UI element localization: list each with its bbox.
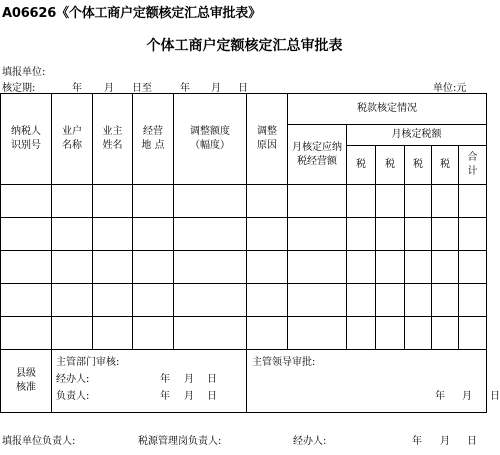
table-cell[interactable]	[459, 284, 487, 317]
table-row	[1, 317, 487, 350]
table-cell[interactable]	[93, 218, 133, 251]
header-total: 合计	[459, 146, 487, 185]
table-row	[1, 251, 487, 284]
table-cell[interactable]	[1, 185, 52, 218]
leader-approval-month: 月	[462, 391, 472, 402]
table-cell[interactable]	[1, 251, 52, 284]
header-adjust-amount: 调整额度（幅度）	[174, 94, 247, 185]
handler-year: 年	[160, 374, 170, 385]
table-cell[interactable]	[405, 251, 432, 284]
form-title: 个体工商户定额核定汇总审批表	[146, 38, 343, 54]
table-cell[interactable]	[133, 218, 174, 251]
table-row	[1, 185, 487, 218]
document-code-header: A06626《个体工商户定额核定汇总审批表》	[2, 6, 261, 21]
period-start-month: 月	[104, 83, 114, 94]
table-cell[interactable]	[1, 218, 52, 251]
table-cell[interactable]	[93, 251, 133, 284]
table-cell[interactable]	[459, 185, 487, 218]
dept-review-cell[interactable]	[52, 350, 247, 413]
table-cell[interactable]	[174, 284, 247, 317]
header-owner-name: 业主姓名	[93, 94, 133, 185]
table-cell[interactable]	[52, 317, 93, 350]
table-cell[interactable]	[247, 218, 288, 251]
table-cell[interactable]	[52, 284, 93, 317]
table-cell[interactable]	[347, 284, 376, 317]
table-cell[interactable]	[247, 317, 288, 350]
table-row	[1, 218, 487, 251]
table-cell[interactable]	[288, 251, 347, 284]
footer-year: 年	[412, 436, 422, 447]
handler-day: 日	[207, 374, 217, 385]
header-location: 经营地 点	[133, 94, 174, 185]
handler-month: 月	[184, 374, 194, 385]
period-end-day: 日	[238, 83, 248, 94]
table-cell[interactable]	[376, 251, 405, 284]
table-cell[interactable]	[1, 284, 52, 317]
table-cell[interactable]	[133, 284, 174, 317]
table-cell[interactable]	[174, 317, 247, 350]
period-label: 核定期:	[2, 83, 36, 94]
table-cell[interactable]	[405, 185, 432, 218]
footer-unit-head-label: 填报单位负责人:	[2, 436, 76, 447]
header-monthly-tax: 月核定税额	[347, 125, 487, 146]
table-cell[interactable]	[52, 251, 93, 284]
table-cell[interactable]	[376, 317, 405, 350]
table-cell[interactable]	[288, 284, 347, 317]
table-cell[interactable]	[247, 185, 288, 218]
table-cell[interactable]	[405, 218, 432, 251]
table-cell[interactable]	[376, 185, 405, 218]
table-cell[interactable]	[93, 284, 133, 317]
table-cell[interactable]	[347, 251, 376, 284]
footer-month: 月	[440, 436, 450, 447]
table-cell[interactable]	[347, 317, 376, 350]
header-adjust-reason: 调整原因	[247, 94, 288, 185]
table-cell[interactable]	[133, 251, 174, 284]
handler-label: 经办人:	[56, 374, 90, 385]
approval-form-table	[0, 93, 500, 413]
table-cell[interactable]	[432, 218, 459, 251]
county-approval-label: 县级核准	[1, 350, 52, 413]
table-cell[interactable]	[405, 284, 432, 317]
header-monthly-sales: 月核定应纳税经营额	[288, 125, 347, 185]
table-cell[interactable]	[1, 317, 52, 350]
table-cell[interactable]	[432, 317, 459, 350]
table-cell[interactable]	[288, 317, 347, 350]
table-cell[interactable]	[432, 185, 459, 218]
header-taxpayer-id: 纳税人识别号	[1, 94, 52, 185]
header-tax-status: 税款核定情况	[288, 94, 487, 125]
table-cell[interactable]	[93, 317, 133, 350]
responsible-year: 年	[160, 391, 170, 402]
table-cell[interactable]	[459, 251, 487, 284]
responsible-month: 月	[184, 391, 194, 402]
header-row-1	[1, 94, 487, 125]
leader-approval-cell[interactable]	[247, 350, 500, 413]
currency-unit-label: 单位:元	[433, 83, 467, 94]
leader-approval-day: 日	[490, 391, 500, 402]
table-cell[interactable]	[174, 185, 247, 218]
responsible-label: 负责人:	[56, 391, 90, 402]
header-tax-1: 税	[347, 146, 376, 185]
period-start-day: 日至	[132, 83, 152, 94]
table-cell[interactable]	[432, 284, 459, 317]
period-start-year: 年	[72, 83, 82, 94]
period-end-year: 年	[180, 83, 190, 94]
header-tax-2: 税	[376, 146, 405, 185]
table-cell[interactable]	[459, 218, 487, 251]
responsible-day: 日	[207, 391, 217, 402]
table-cell[interactable]	[376, 284, 405, 317]
table-cell[interactable]	[174, 218, 247, 251]
table-cell[interactable]	[288, 218, 347, 251]
header-business-name: 业户名称	[52, 94, 93, 185]
reporting-unit-label: 填报单位:	[2, 67, 46, 78]
header-tax-3: 税	[405, 146, 432, 185]
table-cell[interactable]	[93, 185, 133, 218]
leader-approval-label: 主管领导审批:	[252, 357, 316, 368]
table-cell[interactable]	[52, 218, 93, 251]
table-cell[interactable]	[347, 218, 376, 251]
footer-day: 日	[467, 436, 477, 447]
table-cell[interactable]	[376, 218, 405, 251]
table-cell[interactable]	[432, 251, 459, 284]
table-cell[interactable]	[133, 317, 174, 350]
table-cell[interactable]	[247, 251, 288, 284]
dept-review-label: 主管部门审核:	[56, 357, 120, 368]
leader-approval-year: 年	[435, 391, 445, 402]
approval-row	[1, 350, 487, 413]
table-cell[interactable]	[405, 317, 432, 350]
header-tax-4: 税	[432, 146, 459, 185]
table-cell[interactable]	[52, 185, 93, 218]
table-row	[1, 284, 487, 317]
table-cell[interactable]	[247, 284, 288, 317]
table-cell[interactable]	[288, 185, 347, 218]
table-cell[interactable]	[133, 185, 174, 218]
period-end-month: 月	[211, 83, 221, 94]
footer-handler-label: 经办人:	[293, 436, 327, 447]
table-cell[interactable]	[459, 317, 487, 350]
table-cell[interactable]	[174, 251, 247, 284]
footer-tax-post-head-label: 税源管理岗负责人:	[138, 436, 222, 447]
table-cell[interactable]	[347, 185, 376, 218]
